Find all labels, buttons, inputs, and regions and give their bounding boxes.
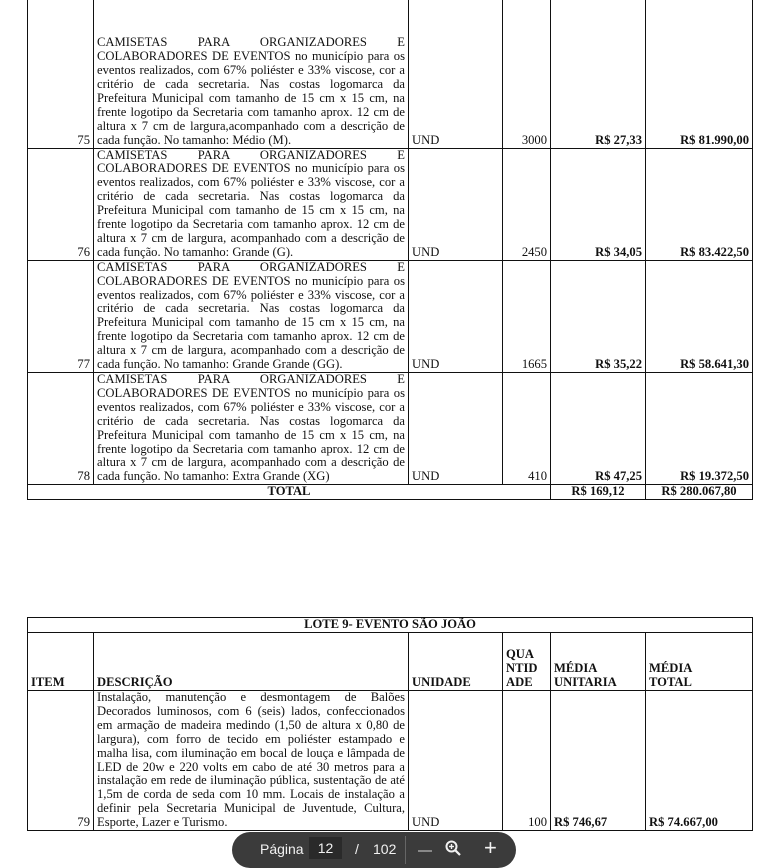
header-quantity-line1: QUA bbox=[506, 647, 534, 662]
item-unit: UND bbox=[409, 373, 503, 485]
header-quantity-line3: ADE bbox=[506, 675, 533, 690]
item-number: 76 bbox=[28, 148, 94, 260]
item-unit: UND bbox=[409, 0, 503, 148]
item-total-price: R$ 58.641,30 bbox=[646, 260, 753, 372]
header-avg-unit bbox=[551, 633, 646, 691]
total-row bbox=[28, 485, 753, 500]
item-description: CAMISETAS PARA ORGANIZADORES E COLABORADORES DE EVENTOS no município para os eventos realizados, com 67% poliéster e 33% viscose, cor a critério de cada secretaria. Nas costas logomarca da Prefeitura Municipal com tamanho de 15 cm x 15 cm, na frente logotipo da Secretaria com tamanho aprox. 12 cm de altura x 7 cm de largura, acompanhado com a descrição de cada função. No tamanho: Extra Grande (XG) bbox=[94, 373, 409, 485]
item-quantity: 3000 bbox=[503, 0, 551, 148]
total-price: R$ 280.067,80 bbox=[646, 485, 753, 500]
table-row bbox=[28, 148, 753, 260]
item-unit-price: R$ 34,05 bbox=[551, 148, 646, 260]
header-description: DESCRIÇÃO bbox=[94, 633, 409, 691]
item-total-price: R$ 74.667,00 bbox=[646, 691, 753, 831]
page-separator: / bbox=[355, 841, 359, 857]
item-unit-price: R$ 35,22 bbox=[551, 260, 646, 372]
item-unit-price: R$ 27,33 bbox=[551, 0, 646, 148]
item-unit-price: R$ 746,67 bbox=[551, 691, 646, 831]
item-description: CAMISETAS PARA ORGANIZADORES E COLABORADORES DE EVENTOS no município para os eventos realizados, com 67% poliéster e 33% viscose, cor a critério de cada secretaria. Nas costas logomarca da Prefeitura Municipal com tamanho de 15 cm x 15 cm, na frente logotipo da Secretaria com tamanho aprox. 12 cm de altura x 7 cm de largura, acompanhado com a descrição de cada função. No tamanho: Grande (G). bbox=[94, 148, 409, 260]
header-quantity bbox=[503, 633, 551, 691]
item-description: Instalação, manutenção e desmontagem de Balões Decorados luminosos, com 6 (seis) lados, confeccionados em armação de madeira medindo (1,50 de altura x 0,80 de largura), com forro de tecido em poliéster estampado e malha lisa, com iluminação em bocal de louça e lâmpada de LED de 20w e 220 volts em cabo de até 30 metros para a instalação em rede de iluminação pública, sustentação de até 1,5m de corda de seda com 10 mm. Locais de instalação a definir pela Secretaria Municipal de Juventude, Cultura, Esporte, Lazer e Turismo. bbox=[94, 691, 409, 831]
header-item: ITEM bbox=[28, 633, 94, 691]
table-row bbox=[28, 0, 753, 148]
zoom-out-button[interactable] bbox=[418, 850, 432, 852]
item-number: 78 bbox=[28, 373, 94, 485]
item-quantity: 2450 bbox=[503, 148, 551, 260]
toolbar-divider bbox=[405, 836, 406, 864]
header-avg-total-line1: MÉDIA bbox=[649, 661, 693, 676]
lot-title-row bbox=[28, 618, 753, 633]
table-row bbox=[28, 373, 753, 485]
header-quantity-line2: NTID bbox=[506, 661, 538, 676]
lot-8-table bbox=[27, 0, 753, 500]
plus-icon[interactable]: + bbox=[484, 835, 497, 860]
item-unit: UND bbox=[409, 260, 503, 372]
item-total-price: R$ 83.422,50 bbox=[646, 148, 753, 260]
header-unit: UNIDADE bbox=[409, 633, 503, 691]
lot-title: LOTE 9- EVENTO SÃO JOÃO bbox=[28, 618, 753, 633]
page-navigation-toolbar bbox=[232, 832, 516, 868]
item-quantity: 1665 bbox=[503, 260, 551, 372]
zoom-in-icon[interactable] bbox=[445, 840, 461, 856]
item-total-price: R$ 81.990,00 bbox=[646, 0, 753, 148]
item-unit: UND bbox=[409, 691, 503, 831]
item-quantity: 410 bbox=[503, 373, 551, 485]
table-row bbox=[28, 691, 753, 831]
item-description: CAMISETAS PARA ORGANIZADORES E COLABORADORES DE EVENTOS no município para os eventos realizados, com 67% poliéster e 33% viscose, cor a critério de cada secretaria. Nas costas logomarca da Prefeitura Municipal com tamanho de 15 cm x 15 cm, na frente logotipo da Secretaria com tamanho aprox. 12 cm de altura x 7 cm de largura,acompanhado com a descrição de cada função. No tamanho: Médio (M). bbox=[94, 0, 409, 148]
item-unit-price: R$ 47,25 bbox=[551, 373, 646, 485]
item-quantity: 100 bbox=[503, 691, 551, 831]
header-row bbox=[28, 633, 753, 691]
lot-9-table bbox=[27, 617, 753, 831]
item-description: CAMISETAS PARA ORGANIZADORES E COLABORADORES DE EVENTOS no município para os eventos realizados, com 67% poliéster e 33% viscose, cor a critério de cada secretaria. Nas costas logomarca da Prefeitura Municipal com tamanho de 15 cm x 15 cm, na frente logotipo da Secretaria com tamanho aprox. 12 cm de altura x 7 cm de largura, acompanhado com a descrição de cada função. No tamanho: Grande Grande (GG). bbox=[94, 260, 409, 372]
item-number: 79 bbox=[28, 691, 94, 831]
total-label: TOTAL bbox=[28, 485, 551, 500]
total-pages: 102 bbox=[373, 841, 397, 857]
page-number-input[interactable]: 12 bbox=[309, 837, 342, 859]
page-label: Página bbox=[260, 841, 304, 857]
item-number: 75 bbox=[28, 0, 94, 148]
header-avg-total-line2: TOTAL bbox=[649, 675, 692, 690]
header-avg-unit-line1: MÉDIA bbox=[554, 661, 598, 676]
header-avg-total bbox=[646, 633, 753, 691]
total-unit-price: R$ 169,12 bbox=[551, 485, 646, 500]
header-avg-unit-line2: UNITARIA bbox=[554, 675, 617, 690]
item-number: 77 bbox=[28, 260, 94, 372]
table-row bbox=[28, 260, 753, 372]
item-total-price: R$ 19.372,50 bbox=[646, 373, 753, 485]
item-unit: UND bbox=[409, 148, 503, 260]
